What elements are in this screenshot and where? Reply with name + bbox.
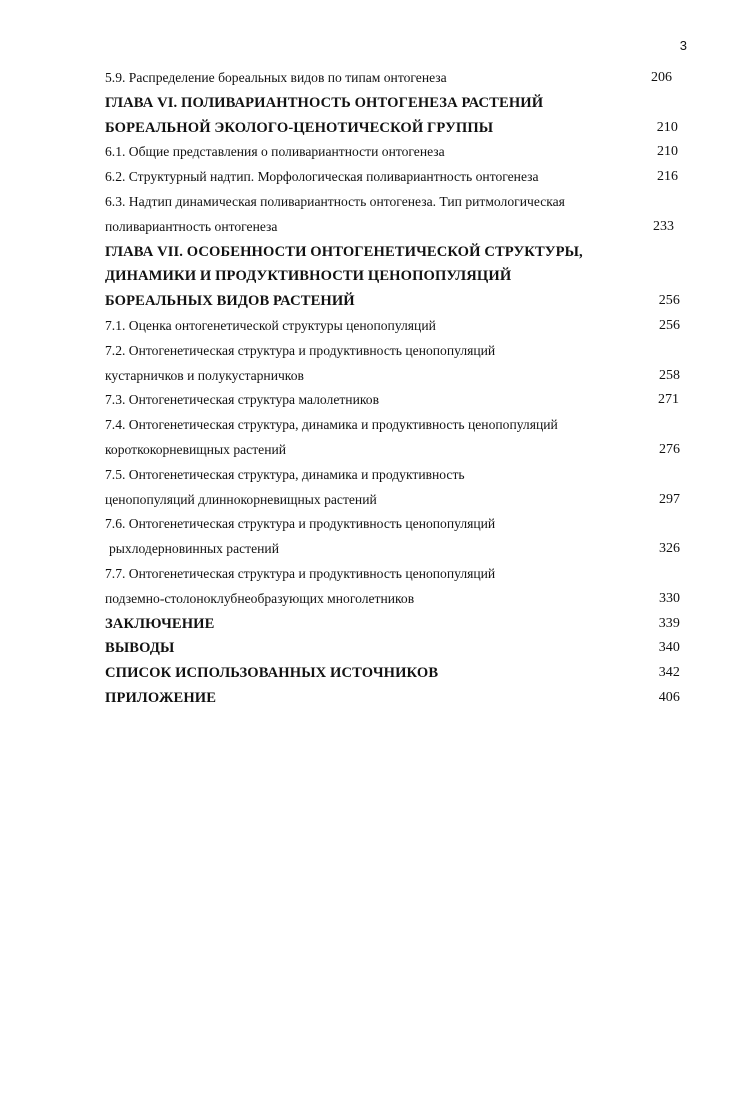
toc-entry-page: 206 (651, 70, 672, 85)
toc-entry-text: ГЛАВА VI. ПОЛИВАРИАНТНОСТЬ ОНТОГЕНЕЗА РАСТЕНИЙ (105, 94, 544, 111)
toc-entry-7-3[interactable] (105, 388, 680, 413)
toc-entry-text: поливариантность онтогенеза (105, 218, 278, 234)
toc-entry-page: 339 (658, 615, 680, 631)
toc-entry-page: 210 (656, 119, 678, 135)
toc-entry-7-4-line1[interactable] (105, 413, 680, 438)
toc-entry-7-2-line2[interactable] (105, 364, 680, 389)
toc-entry-text: БОРЕАЛЬНЫХ ВИДОВ РАСТЕНИЙ (105, 293, 355, 310)
toc-entry-text: ЗАКЛЮЧЕНИЕ (105, 615, 215, 632)
toc-references[interactable] (105, 661, 680, 686)
toc-entry-page: 330 (659, 590, 680, 606)
toc-entry-text: 7.6. Онтогенетическая структура и продуктивность ценопопуляций (105, 516, 496, 532)
toc-entry-page: 271 (658, 392, 679, 408)
toc-entry-text: рыхлодерновинных растений (109, 541, 279, 557)
toc-entry-text: короткокорневищных растений (105, 441, 287, 457)
toc-entry-page: 297 (659, 491, 680, 507)
toc-entry-7-5-line1[interactable] (105, 463, 680, 488)
toc-entry-6-3-line2[interactable] (105, 215, 680, 240)
toc-entry-7-7-line1[interactable] (105, 562, 680, 587)
table-of-contents (105, 66, 680, 711)
toc-entry-5-9[interactable] (105, 66, 680, 91)
toc-entry-text: БОРЕАЛЬНОЙ ЭКОЛОГО-ЦЕНОТИЧЕСКОЙ ГРУППЫ (105, 119, 494, 136)
toc-entry-page: 256 (659, 317, 680, 333)
toc-entry-7-5-line2[interactable] (105, 488, 680, 513)
toc-entry-text: 6.2. Структурный надтип. Морфологическая поливариантность онтогенеза (105, 169, 539, 185)
toc-entry-7-7-line2[interactable] (105, 587, 680, 612)
toc-entry-7-6-line1[interactable] (105, 512, 680, 537)
toc-entry-text: ВЫВОДЫ (105, 640, 175, 657)
toc-entry-page: 233 (653, 218, 674, 234)
toc-entry-text: 7.7. Онтогенетическая структура и продуктивность ценопопуляций (105, 565, 496, 581)
toc-entry-text: 7.1. Оценка онтогенетической структуры ценопопуляций (105, 317, 436, 333)
toc-entry-page: 216 (657, 169, 678, 185)
toc-entry-text: СПИСОК ИСПОЛЬЗОВАННЫХ ИСТОЧНИКОВ (105, 665, 439, 682)
toc-findings[interactable] (105, 636, 680, 661)
toc-entry-page: 342 (658, 665, 680, 681)
toc-entry-page: 258 (659, 367, 680, 383)
toc-entry-text: 5.9. Распределение бореальных видов по типам онтогенеза (105, 70, 447, 85)
toc-entry-text: кустарничков и полукустарничков (105, 367, 304, 383)
toc-entry-text: 7.5. Онтогенетическая структура, динамика и продуктивность (105, 466, 465, 482)
toc-chapter-7-title-line2[interactable] (105, 264, 680, 289)
page-number: 3 (679, 38, 687, 53)
toc-chapter-7-title-line1[interactable] (105, 240, 680, 265)
toc-entry-text: ГЛАВА VII. ОСОБЕННОСТИ ОНТОГЕНЕТИЧЕСКОЙ СТРУКТУРЫ, (105, 243, 583, 260)
toc-chapter-6-title-line1[interactable] (105, 91, 680, 116)
toc-entry-text: ДИНАМИКИ И ПРОДУКТИВНОСТИ ЦЕНОПОПУЛЯЦИЙ (105, 268, 512, 285)
toc-entry-page: 406 (658, 689, 680, 705)
toc-entry-7-4-line2[interactable] (105, 438, 680, 463)
toc-appendix[interactable] (105, 686, 680, 711)
toc-entry-text: 6.3. Надтип динамическая поливариантность онтогенеза. Тип ритмологическая (105, 193, 565, 209)
toc-entry-6-3-line1[interactable] (105, 190, 680, 215)
toc-entry-text: 7.4. Онтогенетическая структура, динамика и продуктивность ценопопуляций (105, 417, 558, 433)
toc-entry-7-2-line1[interactable] (105, 339, 680, 364)
toc-entry-7-1[interactable] (105, 314, 680, 339)
toc-entry-text: 6.1. Общие представления о поливариантности онтогенеза (105, 144, 445, 160)
toc-entry-6-1[interactable] (105, 140, 680, 165)
toc-entry-7-6-line2[interactable] (105, 537, 680, 562)
toc-entry-page: 276 (659, 441, 680, 457)
toc-entry-text: подземно-столоноклубнеобразующих многолетников (105, 590, 415, 606)
toc-entry-page: 256 (658, 293, 680, 309)
toc-entry-text: ПРИЛОЖЕНИЕ (105, 689, 217, 706)
toc-entry-page: 340 (658, 640, 680, 656)
toc-conclusion[interactable] (105, 612, 680, 637)
toc-entry-page: 326 (659, 541, 680, 557)
toc-entry-text: ценопопуляций длиннокорневищных растений (105, 491, 377, 507)
toc-entry-text: 7.3. Онтогенетическая структура малолетников (105, 392, 379, 408)
toc-entry-page: 210 (657, 144, 678, 160)
toc-chapter-6-title-line2[interactable] (105, 116, 680, 141)
toc-entry-6-2[interactable] (105, 165, 680, 190)
toc-chapter-7-title-line3[interactable] (105, 289, 680, 314)
toc-entry-text: 7.2. Онтогенетическая структура и продуктивность ценопопуляций (105, 342, 496, 358)
